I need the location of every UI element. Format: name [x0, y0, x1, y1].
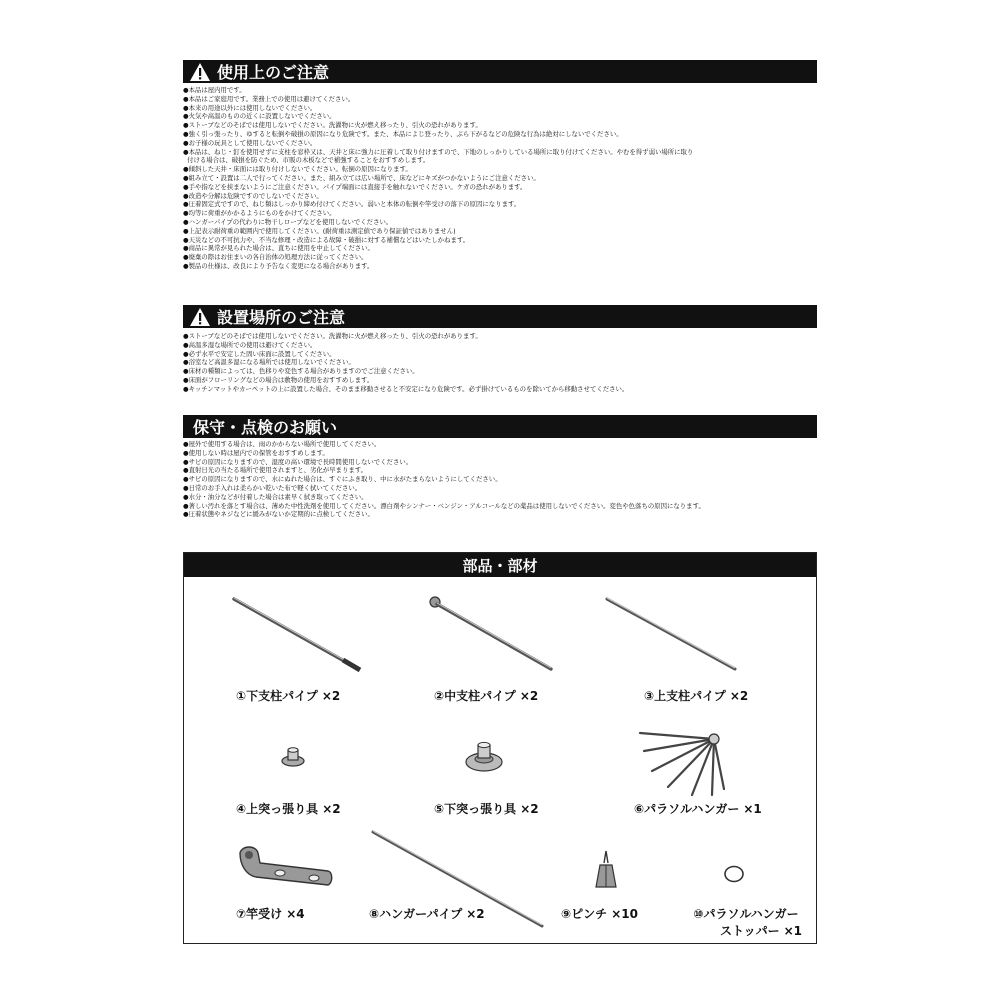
part-label-8: ⑧ハンガーパイプ ×2	[369, 907, 485, 921]
caution-item: ●圧着固定式ですので、ねじ類はしっかり締め付けてください。弱いと本体の転倒や竿受けの落下の原因になります。	[183, 200, 521, 209]
lower-tension-fitting-icon	[464, 740, 504, 774]
caution-item: ●傾斜した天井・床面には取り付けしないでください。転倒の原因になります。	[183, 165, 412, 174]
part-label-4: ④上突っ張り具 ×2	[236, 802, 341, 816]
installation-cautions-list	[183, 332, 823, 394]
part-label-10: ⑩パラソルハンガー ストッパー ×1	[693, 907, 802, 938]
caution-item: ●廃棄の際はお住まいの各自治体の処理方法に従ってください。	[183, 253, 368, 262]
parts-title: 部品・部材	[184, 553, 816, 577]
caution-item: ●本品はご家庭用です。業務上での使用は避けてください。	[183, 94, 355, 103]
caution-item: ●本品は、ねじ・釘を使用せずに支柱を窓枠又は、天井と床に強力に圧着して取り付けますので、下地のしっかりしている場所に取り付けてください。やむを得ず弱い場所に取り 付ける場合は、破損を防ぐため、市販の木板などで補強することをおすすめします。	[183, 147, 694, 165]
section-header-installation-cautions	[183, 305, 817, 328]
caution-item: ●圧着状態やネジなどに緩みがないか定期的に点検してください。	[183, 510, 374, 519]
upper-tension-fitting-icon	[280, 746, 306, 768]
caution-item: ●キッチンマットやカーペットの上に設置した場合、そのまま移動させると不安定になり危険です。必ず掛けているものを除いてから移動させてください。	[183, 384, 629, 393]
caution-item: ●手や指などを挟まないようにご注意ください。パイプ端面には直接手を触れないでください。ケガの恐れがあります。	[183, 182, 527, 191]
caution-item: ●床面がフローリングなどの場合は敷物の使用をおすすめします。	[183, 375, 374, 384]
section-title: 保守・点検のお願い	[193, 418, 338, 437]
caution-item: ●上記表示耐荷重の範囲内で使用してください。(耐荷重は測定値であり保証値ではありません)	[183, 226, 456, 235]
parts-box	[183, 552, 817, 944]
caution-item: ●製品の仕様は、改良により予告なく変更になる場合があります。	[183, 261, 374, 270]
caution-item: ●床材の種類によっては、色移りや変色する場合がありますのでご注意ください。	[183, 367, 419, 376]
stopper-ring-icon	[723, 864, 745, 884]
caution-item: ●本品は屋内用です。	[183, 86, 246, 94]
pole-holder-icon	[236, 843, 336, 889]
caution-item: ●水分・油分などが付着した場合は素早く拭き取ってください。	[183, 492, 368, 501]
clothespin-icon	[594, 849, 618, 891]
warning-icon	[189, 307, 211, 327]
caution-item: ●強く引っ張ったり、ゆすると転倒や破損の原因になり危険です。また、本品によじ登ったり、ぶら下がるなどの危険な行為は絶対にしないでください。	[183, 129, 623, 138]
caution-item: ●組み立て・設置は二人で行ってください。また、組み立ては広い場所で、床などにキズがつかないようにご注意ください。	[183, 173, 540, 182]
section-title: 使用上のご注意	[217, 63, 330, 82]
part-label-5: ⑤下突っ張り具 ×2	[434, 802, 539, 816]
part-label-1: ①下支柱パイプ ×2	[236, 689, 341, 703]
lower-pole-pipe-icon	[231, 596, 363, 674]
caution-item: ●改造や分解は危険ですのでしないでください。	[183, 191, 323, 200]
caution-item: ●直射日光の当たる場所で使用されますと、劣化が早まります。	[183, 466, 368, 475]
caution-item: ●屋外で使用する場合は、雨のかからない場所で使用してください。	[183, 440, 381, 448]
section-title: 設置場所のご注意	[217, 308, 346, 327]
section-header-usage-cautions	[183, 60, 817, 83]
caution-item: ●火気や高温のものの近くに設置しないでください。	[183, 112, 336, 121]
caution-item: ●浴室など高温多湿になる場所では使用しないでください。	[183, 358, 355, 367]
caution-item: ●均等に荷重がかかるようにものをかけてください。	[183, 209, 336, 218]
warning-icon	[189, 62, 211, 82]
caution-item: ●お子様の玩具として使用しないでください。	[183, 138, 317, 147]
part-label-3: ③上支柱パイプ ×2	[644, 689, 749, 703]
caution-item: ●ハンガーパイプの代わりに物干しロープなどを使用しないでください。	[183, 217, 393, 226]
caution-item: ●サビの原因になりますので、水にぬれた場合は、すぐにふき取り、中に水がたまらないようにしてください。	[183, 475, 502, 484]
upper-pole-pipe-icon	[604, 596, 739, 674]
caution-item: ●使用しない時は屋内での保管をおすすめします。	[183, 448, 329, 457]
parasol-hanger-icon	[636, 725, 726, 797]
maintenance-list	[183, 440, 823, 519]
part-label-7: ⑦竿受け ×4	[236, 907, 305, 921]
caution-item: ●商品に異常が見られた場合は、直ちに使用を中止してください。	[183, 244, 374, 253]
caution-item: ●ストーブなどのそばでは使用しないでください。洗濯物に火が燃え移ったり、引火の恐れがあります。	[183, 121, 482, 130]
section-header-maintenance	[183, 415, 817, 438]
caution-item: ●高温多湿な場所での使用は避けてください。	[183, 340, 317, 349]
caution-item: ●日常のお手入れは柔らかい乾いた布で軽く拭いてください。	[183, 483, 362, 492]
caution-item: ●著しい汚れを落とす場合は、薄めた中性洗剤を使用してください。漂白剤やシンナー・ベンジン・アルコールなどの薬品は使用しないでください。変色や色落ちの原因になります。	[183, 501, 705, 510]
middle-pole-pipe-icon	[429, 596, 554, 674]
usage-cautions-list	[183, 86, 823, 271]
caution-item: ●サビの原因になりますので、湿度の高い環境で長時間使用しないでください。	[183, 457, 413, 466]
caution-item: ●本来の用途以外には使用しないでください。	[183, 103, 317, 112]
caution-item: ●天災などの不可抗力や、不当な修理・改造による故障・破損に対する補償などはいたしかねます。	[183, 235, 470, 244]
part-label-9: ⑨ピンチ ×10	[561, 907, 638, 921]
part-label-2: ②中支柱パイプ ×2	[434, 689, 539, 703]
part-label-6: ⑥パラソルハンガー ×1	[634, 802, 762, 816]
caution-item: ●必ず水平で安定した固い床面に設置してください。	[183, 349, 336, 358]
caution-item: ●ストーブなどのそばでは使用しないでください。洗濯物に火が燃え移ったり、引火の恐れがあります。	[183, 332, 482, 340]
